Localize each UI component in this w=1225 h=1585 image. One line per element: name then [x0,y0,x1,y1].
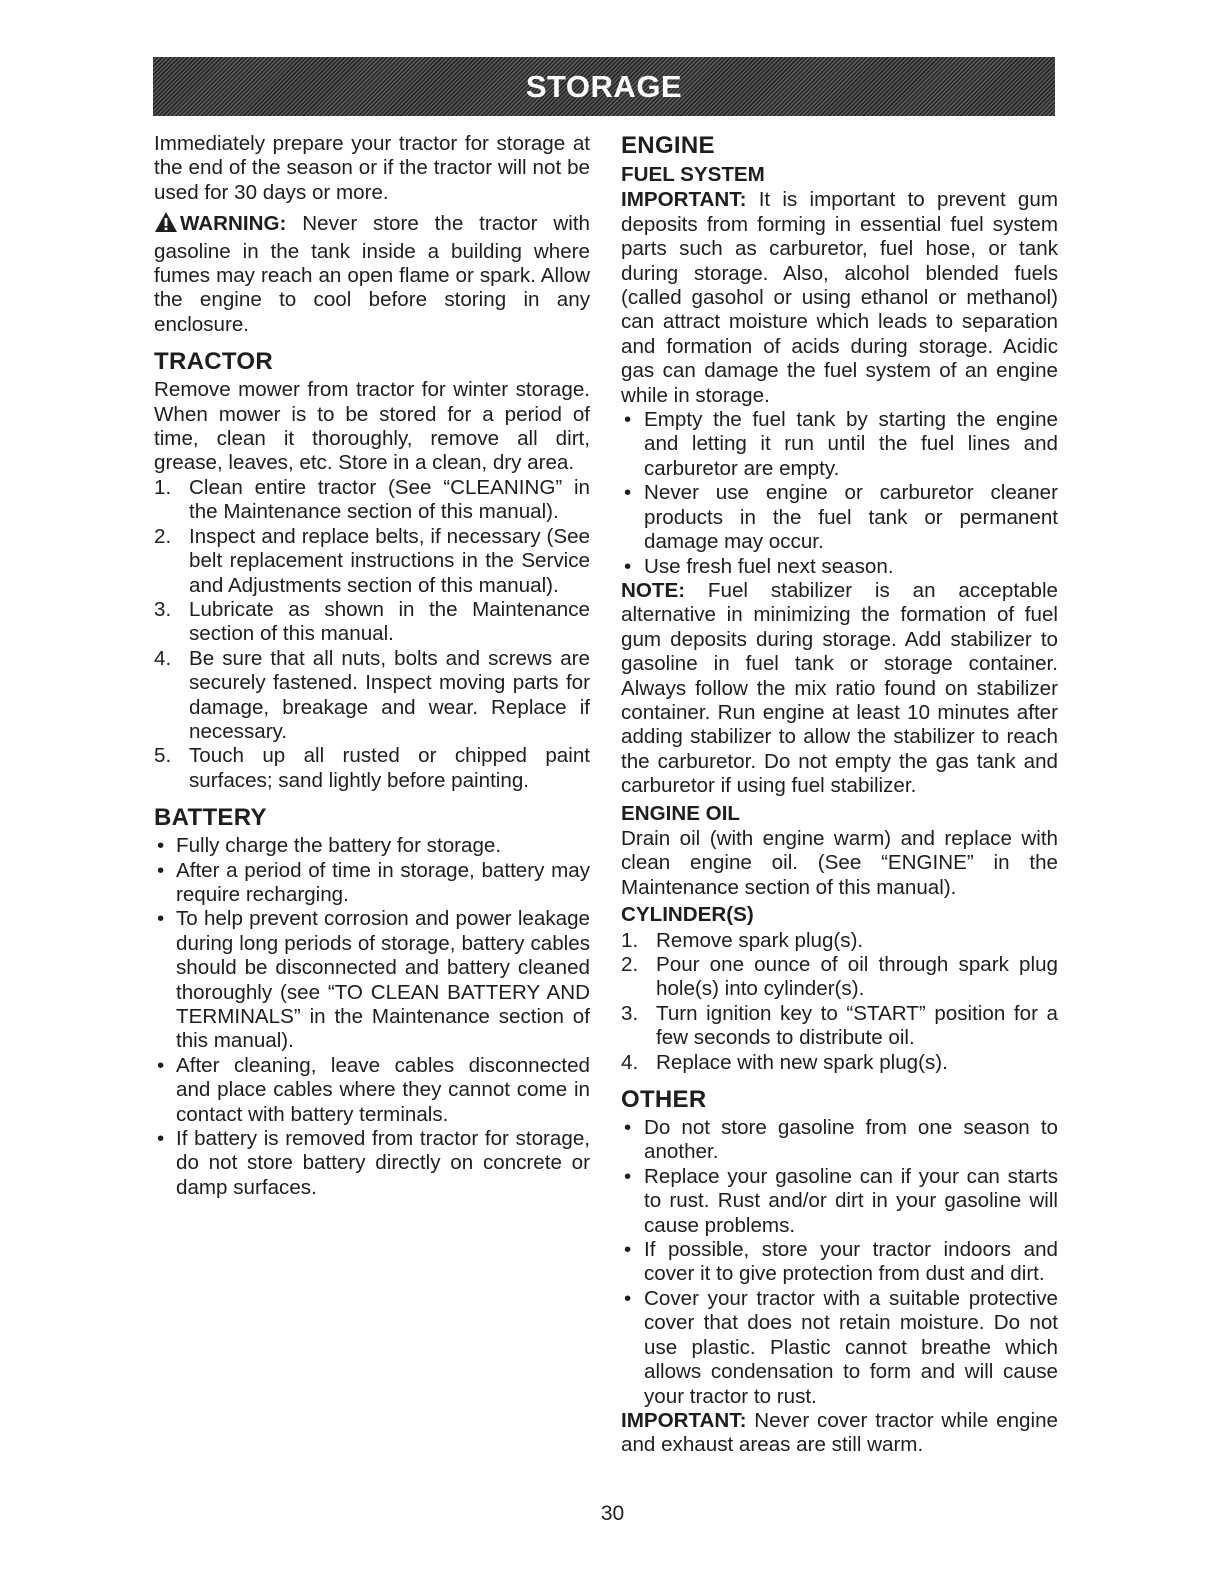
right-column [621,132,1058,1458]
engine-heading: ENGINE [621,132,715,159]
step-text: Touch up all rusted or chipped paint surfaces; sand lightly before painting. [189,744,590,792]
fuel-system-heading: FUEL SYSTEM [621,163,765,186]
bullet-icon: • [157,907,165,931]
warning-text: Never store the tractor with gasoline in the tank inside a building where fumes may reach an open flame or spark. Allow the engine to cool before storing in any enclosure. [154,212,590,336]
other-list [621,1116,1058,1409]
other-important-paragraph [621,1409,1058,1458]
step-number: 4. [621,1050,639,1074]
step-text: Be sure that all nuts, bolts and screws are securely fastened. Inspect moving parts for damage, breakage and wear. Replace if necessary. [189,646,590,743]
tractor-steps-list [154,476,590,793]
item-text: If battery is removed from tractor for storage, do not store battery directly on concrete or damp surfaces. [176,1127,590,1199]
bullet-icon: • [624,1116,632,1140]
list-item [154,1054,590,1127]
tractor-heading: TRACTOR [154,348,273,376]
list-item [154,834,590,858]
item-text: After cleaning, leave cables disconnected and place cables where they cannot come in contact with battery terminals. [176,1053,590,1126]
list-item [621,408,1058,481]
fuel-system-list [621,408,1058,579]
bullet-icon: • [624,1238,632,1262]
step-text: Turn ignition key to “START” position for a few seconds to distribute oil. [656,1001,1058,1050]
warning-label: WARNING: [180,212,287,236]
list-item [154,647,590,745]
note-label: NOTE: [621,578,686,602]
item-text: Empty the fuel tank by starting the engine and letting it run until the fuel lines and carburetor are empty. [644,408,1058,480]
list-item [621,953,1058,1002]
list-item [154,598,590,647]
step-text: Pour one ounce of oil through spark plug hole(s) into cylinder(s). [656,953,1058,1001]
page-title: STORAGE [525,68,683,104]
list-item [621,555,1058,579]
important-label: IMPORTANT: [621,188,747,212]
item-text: Cover your tractor with a suitable protective cover that does not retain moisture. Do not use plastic. Plastic cannot breathe which allows condensation to form and will cause your tractor to rust. [644,1286,1058,1408]
fuel-important-paragraph [621,188,1058,408]
important-label: IMPORTANT: [621,1408,747,1432]
engine-oil-heading: ENGINE OIL [621,801,740,825]
item-text: Use fresh fuel next season. [644,554,894,578]
bullet-icon: • [157,1053,165,1077]
step-text: Remove spark plug(s). [656,928,864,952]
list-item [154,907,590,1053]
list-item [621,481,1058,554]
bullet-icon: • [624,1164,632,1188]
list-item [621,1116,1058,1165]
step-number: 2. [154,524,172,548]
list-item [621,1002,1058,1051]
left-column [154,132,590,1200]
list-item [621,929,1058,953]
cylinders-heading: CYLINDER(S) [621,903,754,927]
warning-triangle-icon [154,211,178,239]
list-item [154,859,590,908]
intro-paragraph: Immediately prepare your tractor for storage at the end of the season or if the tractor will not be used for 30 days or more. [154,132,590,204]
step-number: 3. [621,1001,639,1025]
step-number: 3. [154,597,172,621]
note-text: Fuel stabilizer is an acceptable alternative in minimizing the formation of fuel gum deposits during storage. Add stabilizer to gasoline in fuel tank or storage container. Always follow the mix ratio found on stabilizer container. Run engine at least 10 minutes after adding stabilizer to allow the stabilizer to reach the carburetor. Do not empty the gas tank and carburetor if using fuel stabilizer. [621,578,1058,798]
list-item [154,525,590,598]
battery-list [154,834,590,1200]
cylinders-steps-list [621,929,1058,1075]
list-item [621,1287,1058,1409]
step-text: Lubricate as shown in the Maintenance section of this manual. [189,597,590,646]
other-heading: OTHER [621,1086,707,1114]
important-text: Never cover tractor while engine and exhaust areas are still warm. [621,1408,1058,1457]
step-number: 5. [154,744,172,768]
note-paragraph [621,579,1058,799]
list-item [154,476,590,525]
item-text: After a period of time in storage, battery may require recharging. [176,858,590,906]
list-item [621,1051,1058,1075]
list-item [154,744,590,793]
battery-heading: BATTERY [154,804,267,832]
list-item [154,1127,590,1200]
bullet-icon: • [624,554,632,578]
bullet-icon: • [157,1127,165,1151]
bullet-icon: • [624,481,632,505]
step-text: Clean entire tractor (See “CLEANING” in the Maintenance section of this manual). [189,475,590,524]
item-text: If possible, store your tractor indoors and cover it to give protection from dust and dirt. [644,1238,1058,1286]
step-number: 2. [621,953,639,976]
item-text: Never use engine or carburetor cleaner products in the fuel tank or permanent damage may occur. [644,481,1058,554]
bullet-icon: • [157,834,165,858]
tractor-intro: Remove mower from tractor for winter storage. When mower is to be stored for a period of time, clean it thoroughly, remove all dirt, grease, leaves, etc. Store in a clean, dry area. [154,378,590,475]
list-item [621,1238,1058,1287]
bullet-icon: • [624,1286,632,1310]
item-text: Fully charge the battery for storage. [176,834,502,858]
step-number: 1. [154,475,172,499]
step-text: Replace with new spark plug(s). [656,1050,948,1074]
item-text: Replace your gasoline can if your can starts to rust. Rust and/or dirt in your gasoline will cause problems. [644,1164,1058,1237]
page-number: 30 [600,1502,625,1525]
step-text: Inspect and replace belts, if necessary (See belt replacement instructions in the Service and Adjustments section of this manual). [189,524,590,597]
step-number: 1. [621,928,639,952]
item-text: To help prevent corrosion and power leakage during long periods of storage, battery cables should be disconnected and battery cleaned thoroughly (see “TO CLEAN BATTERY AND TERMINALS” in the Maintenance section of this manual). [176,907,590,1053]
section-banner [153,57,1055,116]
list-item [621,1165,1058,1238]
item-text: Do not store gasoline from one season to another. [644,1116,1058,1164]
warning-paragraph [154,211,590,337]
bullet-icon: • [624,408,632,432]
important-text: It is important to prevent gum deposits from forming in essential fuel system parts such as carburetor, fuel hose, or tank during storage. Also, alcohol blended fuels (called gasohol or using ethanol or methanol) can attract moisture which leads to separation and formation of acids during storage. Acidic gas can damage the fuel system of an engine while in storage. [621,188,1058,407]
step-number: 4. [154,646,172,670]
bullet-icon: • [157,858,165,882]
engine-oil-paragraph: Drain oil (with engine warm) and replace with clean engine oil. (See “ENGINE” in the Maintenance section of this manual). [621,826,1058,899]
